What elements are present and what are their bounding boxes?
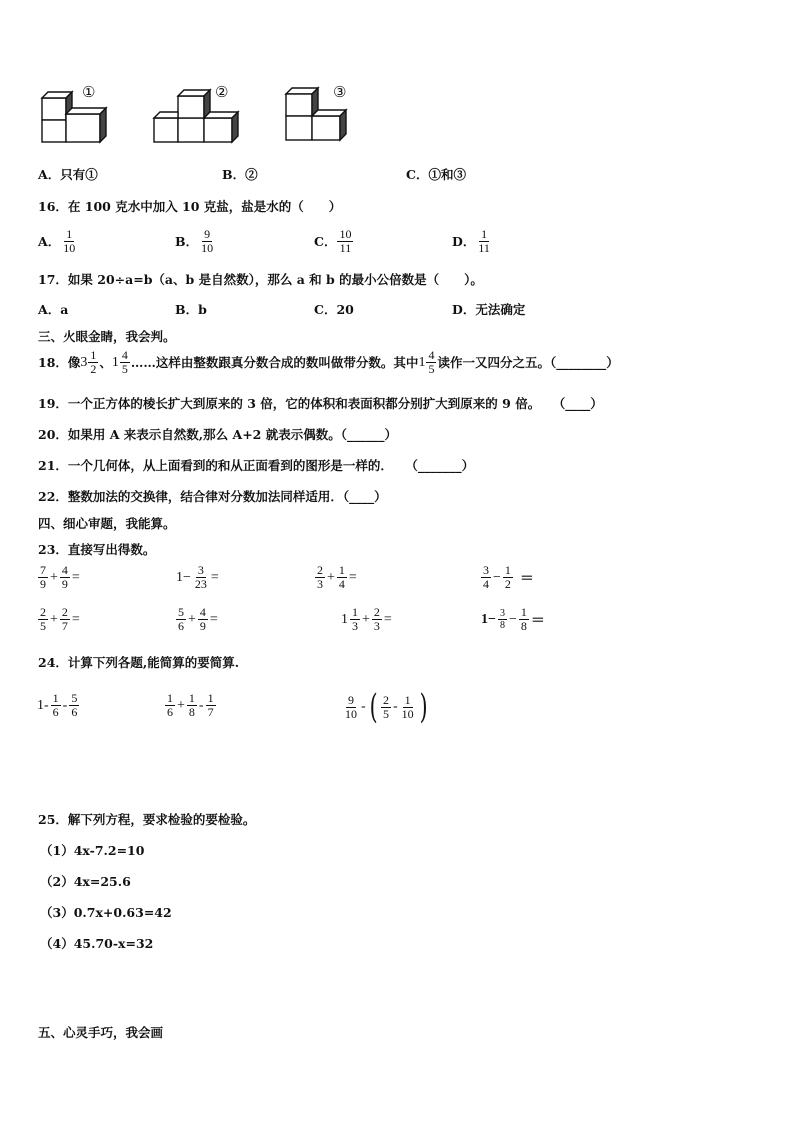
q23-expr-2: 1− $\frac{3}{23}$ = xyxy=(176,563,219,591)
shape-1-label: ① xyxy=(82,83,96,101)
q16-option-c: C． $\frac{10}{11}$ xyxy=(314,227,352,255)
q17-option-d: D．无法确定 xyxy=(452,302,526,317)
q25-item-4: （4）45.70-x=32 xyxy=(40,936,154,951)
q17-stem: 17．如果 20÷a=b（a、b 是自然数），那么 a 和 b 的最小公倍数是（ ）。 xyxy=(38,272,483,287)
q17-option-c: C．20 xyxy=(314,302,354,317)
q16-option-d: D． $\frac{1}{11}$ xyxy=(452,227,490,255)
q23-expr-7: 1 $\frac{1}{3}$ + $\frac{2}{3}$ = xyxy=(341,605,392,633)
q18-text: 18．像 3 $\frac{1}{2}$ 、 1 $\frac{4}{5}$ ……这样由整数跟真分数合成的数叫做带分数。其中 1 $\frac{4}{5}$ 读作一又四分之五。（________） xyxy=(38,348,619,376)
q25-item-2: （2）4x=25.6 xyxy=(40,874,131,889)
q16-option-a: A． $\frac{1}{10}$ xyxy=(38,227,76,255)
q15-option-a: A．只有① xyxy=(38,167,98,182)
q17-option-a: A．a xyxy=(38,302,69,317)
cube-shape-1 xyxy=(38,83,114,146)
q23-expr-3: $\frac{2}{3}$ + $\frac{1}{4}$ = xyxy=(317,563,357,591)
section-5-title: 五、心灵手巧，我会画 xyxy=(38,1025,164,1040)
q15-option-b: B．② xyxy=(222,167,258,182)
section-4-title: 四、细心审题，我能算。 xyxy=(38,516,176,531)
q23-expr-1: $\frac{7}{9}$ + $\frac{4}{9}$ = xyxy=(40,563,80,591)
q23-expr-5: $\frac{2}{5}$ + $\frac{2}{7}$ = xyxy=(40,605,80,633)
q25-item-3: （3）0.7x+0.63=42 xyxy=(40,905,172,920)
section-3-title: 三、火眼金睛，我会判。 xyxy=(38,329,176,344)
q16-stem: 16．在 100 克水中加入 10 克盐，盐是水的（ ） xyxy=(38,199,342,214)
shape-3-label: ③ xyxy=(333,83,347,101)
q25-item-1: （1）4x-7.2=10 xyxy=(40,843,145,858)
q16-option-b: B． $\frac{9}{10}$ xyxy=(175,227,214,255)
shape-2-label: ② xyxy=(215,83,229,101)
q24-problem-2: $\frac{1}{6}$ + $\frac{1}{8}$ - $\frac{1}{7}$ xyxy=(167,691,214,719)
q25-stem: 25．解下列方程，要求检验的要检验。 xyxy=(38,812,256,827)
cube-shape-2 xyxy=(150,83,246,146)
q17-option-b: B．b xyxy=(175,302,207,317)
q24-problem-3: $\frac{9}{10}$ - ( $\frac{2}{5}$ - $\frac{1}{10}$ ) xyxy=(345,687,428,727)
q23-stem: 23．直接写出得数。 xyxy=(38,542,156,557)
q24-problem-1: 1- $\frac{1}{6}$ - $\frac{5}{6}$ xyxy=(37,691,78,719)
q23-expr-6: $\frac{5}{6}$ + $\frac{4}{9}$ = xyxy=(178,605,218,633)
q22-text: 22．整数加法的交换律，结合律对分数加法同样适用．（____） xyxy=(38,489,387,504)
q19-text: 19．一个正方体的棱长扩大到原来的 3 倍，它的体积和表面积都分别扩大到原来的 9 倍。 （____） xyxy=(38,396,603,411)
q15-option-c: C．①和③ xyxy=(406,167,466,182)
q24-stem: 24．计算下列各题,能简算的要简算. xyxy=(38,655,240,670)
q21-text: 21．一个几何体，从上面看到的和从正面看到的图形是一样的． （_______） xyxy=(38,458,475,473)
q20-text: 20．如果用 A 来表示自然数,那么 A+2 就表示偶数。（______） xyxy=(38,427,397,442)
q23-expr-4: $\frac{3}{4}$ − $\frac{1}{2}$ ＝ xyxy=(483,563,534,591)
q23-expr-8: 1− $\frac{3}{8}$ − $\frac{1}{8}$ ＝ xyxy=(481,605,545,633)
